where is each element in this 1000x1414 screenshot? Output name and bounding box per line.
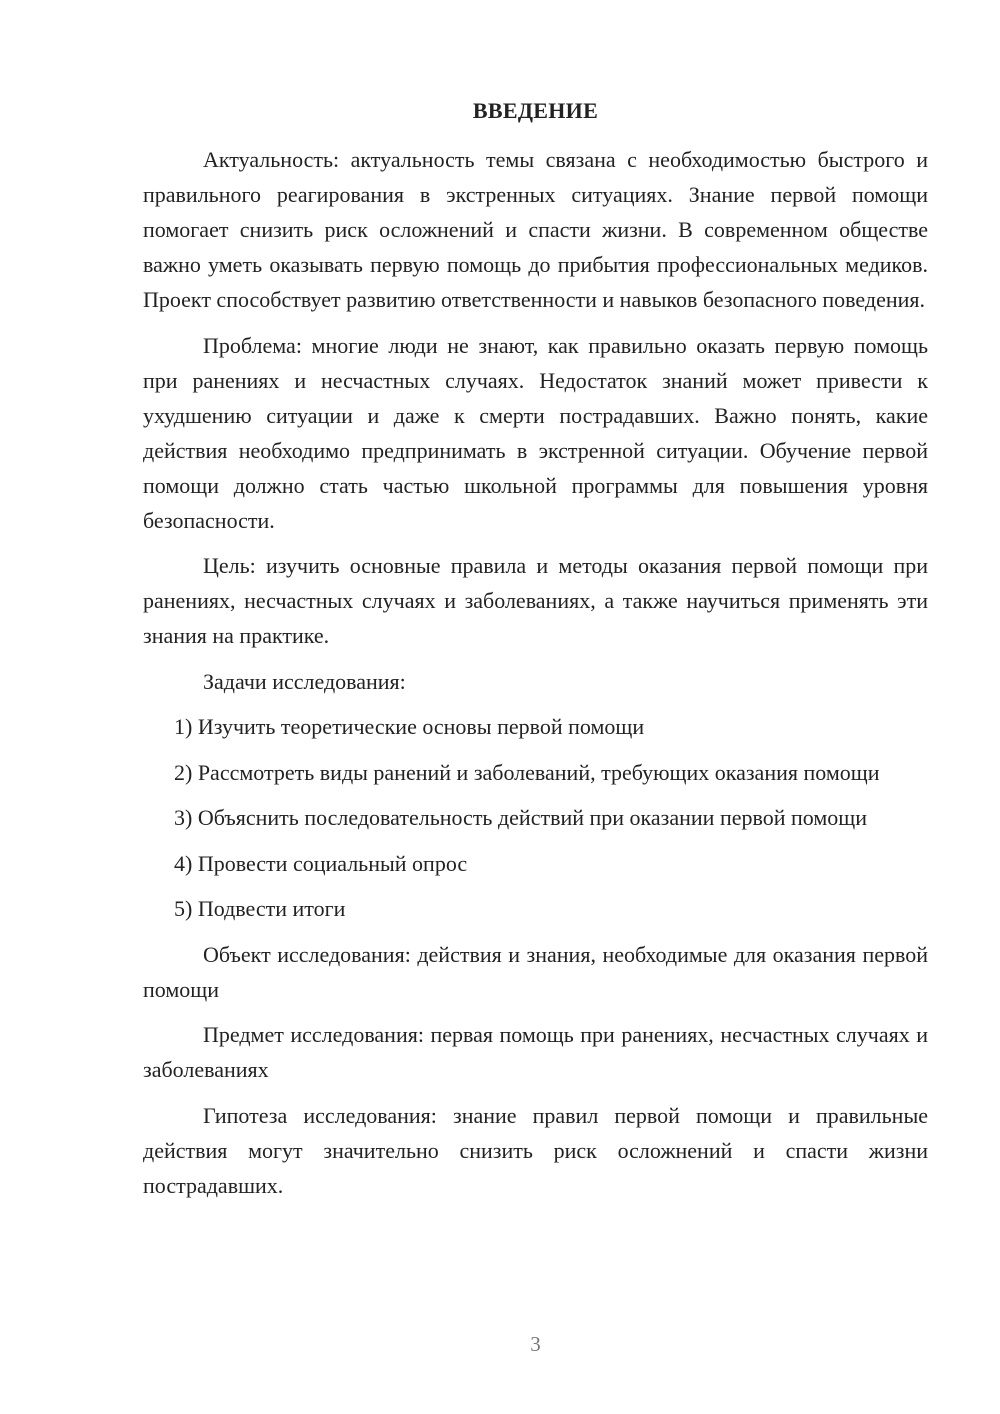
- task-item: 3) Объяснить последовательность действий при оказании первой помощи: [174, 805, 867, 830]
- page-title: ВВЕДЕНИЕ: [472, 98, 599, 123]
- paragraph-relevance: Актуальность: актуальность темы связана с необходимостью быстрого и правильного реагирования в экстренных ситуациях. Знание первой помощи помогает снизить риск осложнений и спасти жизни. В современном обществе важно уметь оказывать первую помощь до прибытия профессиональных медиков. Проект способствует развитию ответственности и навыков безопасного поведения.: [143, 147, 928, 312]
- task-item: 4) Провести социальный опрос: [174, 850, 468, 876]
- document-body: [143, 142, 928, 1213]
- task-item: 2) Рассмотреть виды ранений и заболеваний, требующих оказания помощи: [174, 759, 880, 785]
- task-item: 1) Изучить теоретические основы первой помощи: [174, 714, 645, 739]
- paragraph-tasks-heading: Задачи исследования:: [203, 668, 406, 694]
- task-item: 5) Подвести итоги: [174, 896, 346, 921]
- paragraph-hypothesis: Гипотеза исследования: знание правил первой помощи и правильные действия могут значительно снизить риск осложнений и спасти жизни пострадавших.: [143, 1102, 928, 1198]
- paragraph-object: Объект исследования: действия и знания, необходимые для оказания первой помощи: [143, 941, 928, 1002]
- paragraph-goal: Цель: изучить основные правила и методы оказания первой помощи при ранениях, несчастных случаях и заболеваниях, а также научиться применять эти знания на практике.: [143, 553, 928, 648]
- paragraph-subject: Предмет исследования: первая помощь при ранениях, несчастных случаях и заболеваниях: [143, 1022, 928, 1082]
- paragraph-problem: Проблема: многие люди не знают, как правильно оказать первую помощь при ранениях и несчастных случаях. Недостаток знаний может привести к ухудшению ситуации и даже к смерти пострадавших. Важно понять, какие действия необходимо предпринимать в экстренной ситуации. Обучение первой помощи должно стать частью школьной программы для повышения уровня безопасности.: [143, 332, 928, 533]
- page-number: 3: [530, 1332, 541, 1356]
